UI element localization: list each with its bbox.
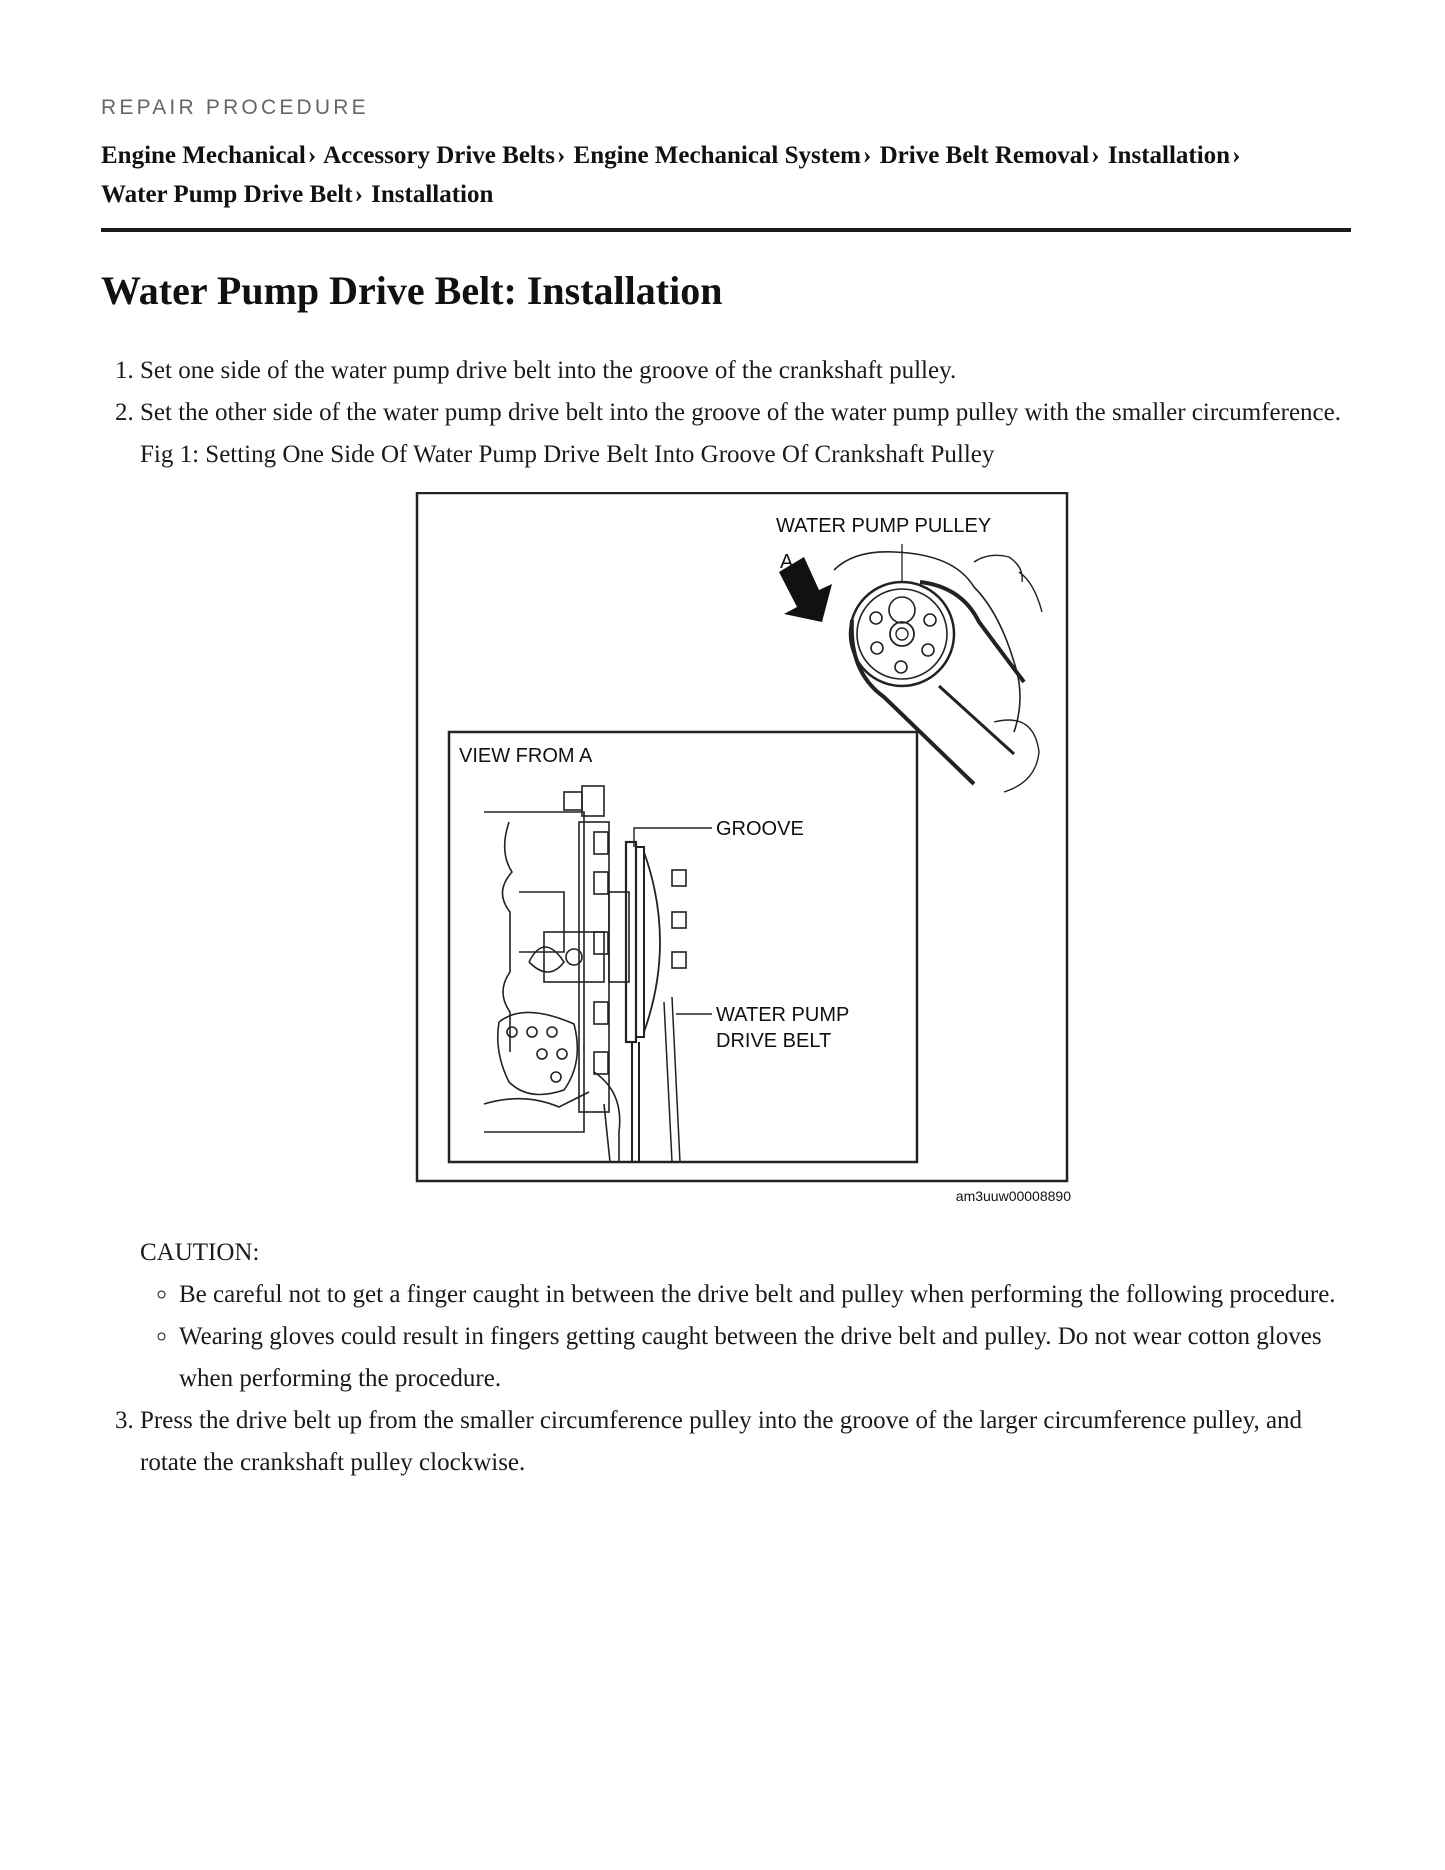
caution-text: Wearing gloves could result in fingers getting caught between the drive belt and pulley. Do not wear cotton gloves when performing the procedure. xyxy=(179,1323,1322,1392)
caution-item xyxy=(179,1316,1351,1400)
inset-frame xyxy=(449,732,917,1162)
breadcrumb-separator: › xyxy=(354,181,363,208)
header-divider xyxy=(101,228,1351,232)
breadcrumb-item[interactable]: Installation xyxy=(1107,142,1231,169)
section-eyebrow: REPAIR PROCEDURE xyxy=(101,96,369,119)
caution-item xyxy=(179,1274,1351,1316)
step-text: Set the other side of the water pump drive belt into the groove of the water pump pulley with the smaller circumference. xyxy=(140,399,1342,426)
figure-illustration xyxy=(414,492,1094,1212)
figure-caption: Fig 1: Setting One Side Of Water Pump Drive Belt Into Groove Of Crankshaft Pulley xyxy=(140,441,995,468)
breadcrumb-item[interactable]: Engine Mechanical System xyxy=(573,142,862,169)
caution-text: Be careful not to get a finger caught in between the drive belt and pulley when performing the following procedure. xyxy=(179,1281,1336,1308)
figure-code: am3uuw00008890 xyxy=(955,1188,1071,1204)
breadcrumb-separator: › xyxy=(556,142,566,169)
procedure-step xyxy=(140,350,1351,392)
procedure-step xyxy=(140,1400,1351,1484)
breadcrumb-separator: › xyxy=(307,142,317,169)
caution-label: CAUTION: xyxy=(140,1239,260,1266)
view-from-label: VIEW FROM A xyxy=(459,745,593,767)
breadcrumb xyxy=(101,136,1351,214)
water-pump-pulley-label: WATER PUMP PULLEY xyxy=(776,515,992,537)
arrow-label: A xyxy=(780,551,794,573)
breadcrumb-item-current: Installation xyxy=(371,181,494,208)
step-text: Set one side of the water pump drive belt into the groove of the crankshaft pulley. xyxy=(140,357,957,384)
breadcrumb-item[interactable]: Accessory Drive Belts xyxy=(323,142,555,169)
breadcrumb-item[interactable]: Engine Mechanical xyxy=(101,142,306,169)
breadcrumb-separator: › xyxy=(863,142,872,169)
drive-belt-label-line1: WATER PUMP xyxy=(716,1004,850,1026)
breadcrumb-item[interactable]: Drive Belt Removal xyxy=(879,142,1090,169)
groove-label: GROOVE xyxy=(716,818,804,840)
step-text: Press the drive belt up from the smaller circumference pulley into the groove of the larger circumference pulley, and rotate the crankshaft pulley clockwise. xyxy=(140,1407,1303,1476)
procedure-steps xyxy=(101,350,1351,1484)
caution-list xyxy=(140,1274,1351,1400)
breadcrumb-separator: › xyxy=(1232,142,1241,169)
page-title: Water Pump Drive Belt: Installation xyxy=(101,268,723,313)
procedure-step xyxy=(140,392,1351,1400)
breadcrumb-item[interactable]: Water Pump Drive Belt xyxy=(101,181,353,208)
drive-belt-label-line2: DRIVE BELT xyxy=(716,1030,832,1052)
belt-diagram xyxy=(414,492,1094,1212)
breadcrumb-separator: › xyxy=(1091,142,1100,169)
